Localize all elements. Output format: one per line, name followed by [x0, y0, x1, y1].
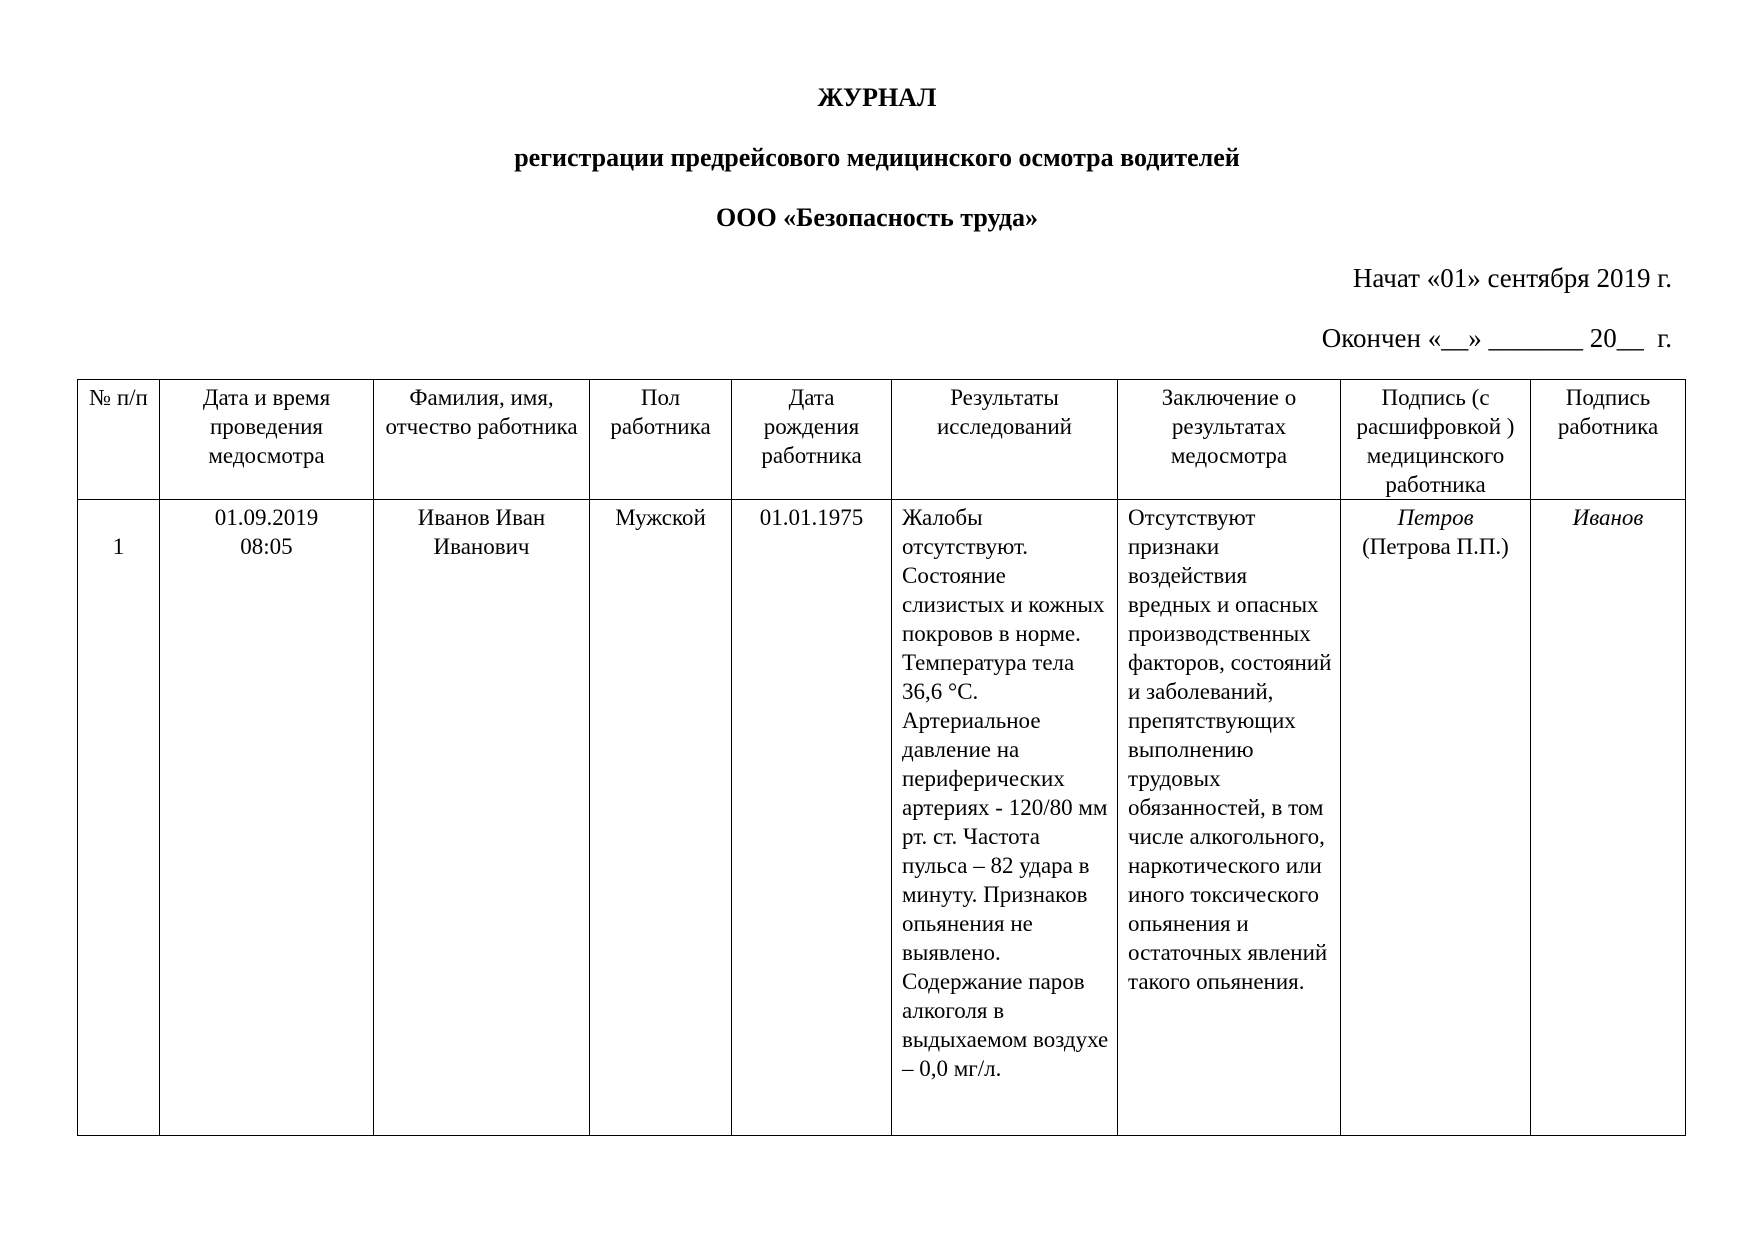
med-signature: Петров	[1397, 505, 1474, 530]
row-time: 08:05	[240, 534, 293, 559]
med-signature-decoded: (Петрова П.П.)	[1362, 534, 1509, 559]
row-date-time	[160, 500, 374, 1136]
row-med-signature-cell	[1341, 500, 1531, 1136]
document-title: ЖУРНАЛ	[817, 83, 937, 112]
journal-end-date: Окончен «__» _______ 20__ г.	[1321, 323, 1672, 353]
journal-start-date: Начат «01» сентября 2019 г.	[1352, 263, 1672, 293]
row-full-name: Иванов Иван Иванович	[374, 500, 590, 1136]
header-worker-signature: Подпись работника	[1531, 380, 1686, 500]
row-number: 1	[78, 500, 160, 1136]
header-conclusion: Заключение о результатах медосмотра	[1118, 380, 1341, 500]
header-birth-date: Дата рождения работника	[732, 380, 892, 500]
header-date-time: Дата и время проведения медосмотра	[160, 380, 374, 500]
row-conclusion: Отсутствуют признаки воздействия вредных и опасных производственных факторов, состояний и заболеваний, препятствующих выполнению трудовых обязанностей, в том числе алкогольного, наркотического или иного токсического опьянения и остаточных явлений такого опьянения.	[1118, 500, 1341, 1136]
document-subtitle: регистрации предрейсового медицинского осмотра водителей	[514, 143, 1240, 172]
header-med-signature: Подпись (с расшифровкой ) медицинского работника	[1341, 380, 1531, 500]
row-results: Жалобы отсутствуют. Состояние слизистых и кожных покровов в норме. Температура тела 36,6 °С. Артериальное давление на периферических артериях - 120/80 мм рт. ст. Частота пульса – 82 удара в минуту. Признаков опьянения не выявлено. Содержание паров алкоголя в выдыхаемом воздухе – 0,0 мг/л.	[892, 500, 1118, 1136]
worker-signature: Иванов	[1531, 500, 1686, 1136]
table-header-row	[78, 380, 1686, 500]
header-number: № п/п	[78, 380, 160, 500]
organization-name: ООО «Безопасность труда»	[716, 203, 1038, 232]
row-birth-date: 01.01.1975	[732, 500, 892, 1136]
table-row	[78, 500, 1686, 1136]
header-full-name: Фамилия, имя, отчество работника	[374, 380, 590, 500]
header-results: Результаты исследований	[892, 380, 1118, 500]
row-date: 01.09.2019	[214, 505, 319, 530]
journal-table	[77, 379, 1686, 1136]
header-gender: Пол работника	[590, 380, 732, 500]
row-gender: Мужской	[590, 500, 732, 1136]
